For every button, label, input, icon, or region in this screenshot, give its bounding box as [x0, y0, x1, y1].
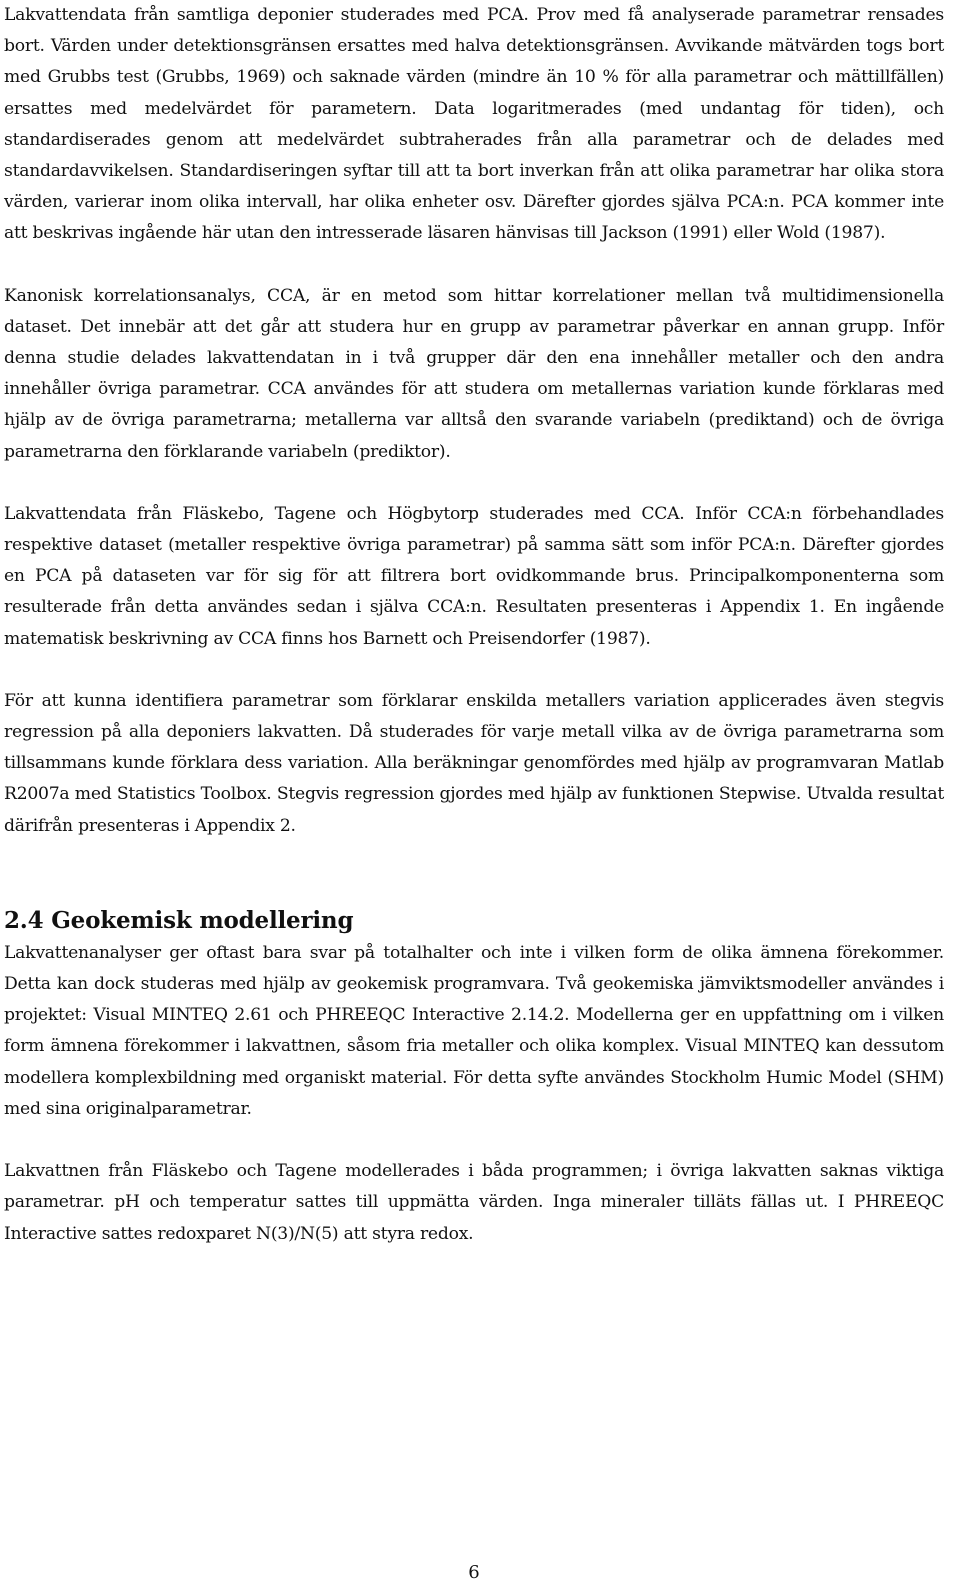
paragraph-geochemical-models: Lakvattenanalyser ger oftast bara svar på totalhalter och inte i vilken form de olika ämnena förekommer. Detta kan dock studeras med hjälp av geokemisk programvara. Två geokemiska jämviktsmodeller användes i projektet: Visual MINTEQ 2.61 och PHREEQC Interactive 2.14.2. Modellerna ger en uppfattning om i vilken form ämnena förekommer i lakvattnen, såsom fria metaller och olika komplex. Visual MINTEQ kan dessutom modellera komplexbildning med organiskt material. För detta syfte användes Stockholm Humic Model (SHM) med sina originalparametrar.	[4, 942, 944, 1119]
paragraph-modelled-leachates: Lakvattnen från Fläskebo och Tagene modellerades i båda programmen; i övriga lakvatten saknas viktiga parametrar. pH och temperatur sattes till uppmätta värden. Inga mineraler tilläts fällas ut. I PHREEQC Interactive sattes redoxparet N(3)/N(5) att styra redox.	[4, 1161, 944, 1244]
document-page	[4, 0, 944, 1250]
paragraph-cca-data: Lakvattendata från Fläskebo, Tagene och Högbytorp studerades med CCA. Inför CCA:n förbehandlades respektive dataset (metaller respektive övriga parametrar) på samma sätt som inför PCA:n. Därefter gjordes en PCA på dataseten var för sig för att filtrera bort ovidkommande brus. Principalkomponenterna som resulterade från detta användes sedan i själva CCA:n. Resultaten presenteras i Appendix 1. En ingående matematisk beskrivning av CCA finns hos Barnett och Preisendorfer (1987).	[4, 503, 944, 649]
paragraph-stepwise-regression: För att kunna identifiera parametrar som förklarar enskilda metallers variation applicerades även stegvis regression på alla deponiers lakvatten. Då studerades för varje metall vilka av de övriga parametrarna som tillsammans kunde förklara dess variation. Alla beräkningar genomfördes med hjälp av programvaran Matlab R2007a med Statistics Toolbox. Stegvis regression gjordes med hjälp av funktionen Stepwise. Utvalda resultat därifrån presenteras i Appendix 2.	[4, 690, 944, 836]
section-heading: 2.4 Geokemisk modellering	[4, 906, 354, 934]
paragraph-pca-method: Lakvattendata från samtliga deponier studerades med PCA. Prov med få analyserade parametrar rensades bort. Värden under detektionsgränsen ersattes med halva detektionsgränsen. Avvikande mätvärden togs bort med Grubbs test (Grubbs, 1969) och saknade värden (mindre än 10 % för alla parametrar och mättillfällen) ersattes med medelvärdet för parametern. Data logaritmerades (med undantag för tiden), och standardiserades genom att medelvärdet subtraherades från alla parametrar och de delades med standardavvikelsen. Standardiseringen syftar till att ta bort inverkan från att olika parametrar har olika stora värden, varierar inom olika intervall, har olika enheter osv. Därefter gjordes själva PCA:n. PCA kommer inte att beskrivas ingående här utan den intresserade läsaren hänvisas till Jackson (1991) eller Wold (1987).	[4, 5, 944, 244]
page-number: 6	[468, 1562, 480, 1583]
paragraph-cca-method: Kanonisk korrelationsanalys, CCA, är en metod som hittar korrelationer mellan två multidimensionella dataset. Det innebär att det går att studera hur en grupp av parametrar påverkar en annan grupp. Inför denna studie delades lakvattendatan in i två grupper där den ena innehåller metaller och den andra innehåller övriga parametrar. CCA användes för att studera om metallernas variation kunde förklaras med hjälp av de övriga parametrarna; metallerna var alltså den svarande variabeln (prediktand) och de övriga parametrarna den förklarande variabeln (prediktor).	[4, 285, 944, 462]
